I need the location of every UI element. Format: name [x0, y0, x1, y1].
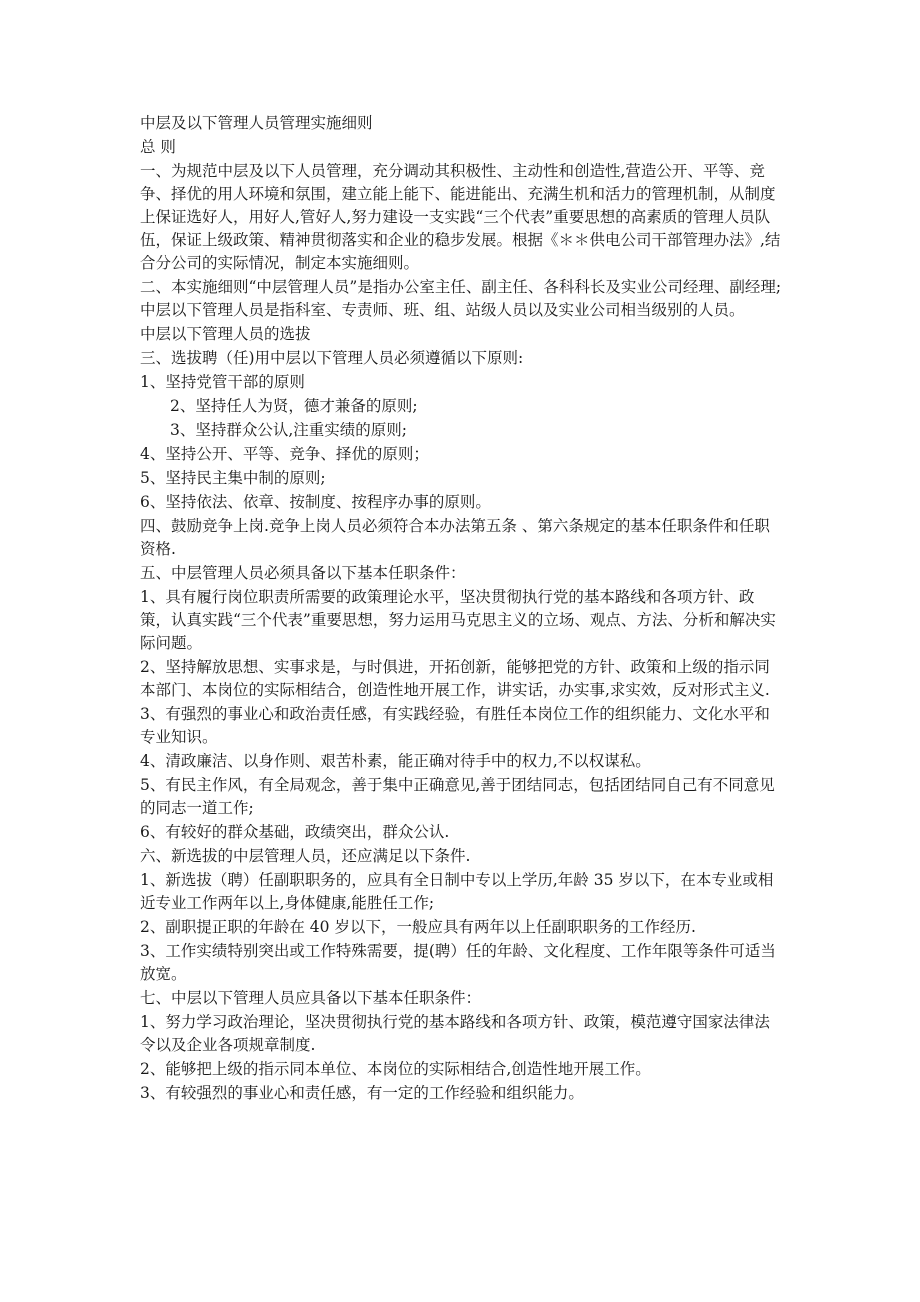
paragraph-3: 三、选拔聘（任)用中层以下管理人员必须遵循以下原则: [140, 349, 524, 367]
list-item: 1、新选拔（聘）任副职职务的，应具有全日制中专以上学历,年龄 35 岁以下，在本专业或相近专业工作两年以上,身体健康,能胜任工作; [140, 871, 774, 912]
list-item: 3、坚持群众公认,注重实绩的原则; [170, 421, 408, 439]
list-item: 1、具有履行岗位职责所需要的政策理论水平，坚决贯彻执行党的基本路线和各项方针、政策，认真实践“三个代表”重要思想，努力运用马克思主义的立场、观点、方法、分析和解决实际问题。 [140, 588, 776, 652]
list-item: 2、能够把上级的指示同本单位、本岗位的实际相结合,创造性地开展工作。 [140, 1060, 651, 1078]
section-heading-selection: 中层以下管理人员的选拔 [140, 325, 311, 343]
paragraph-6: 六、新选拔的中层管理人员，还应满足以下条件. [140, 847, 471, 865]
list-item: 4、清政廉洁、以身作则、艰苦朴素，能正确对待手中的权力,不以权谋私。 [140, 752, 651, 770]
section-heading-general: 总 则 [140, 138, 176, 156]
list-item: 2、坚持任人为贤，德才兼备的原则; [170, 397, 418, 415]
paragraph-1: 一、为规范中层及以下人员管理，充分调动其积极性、主动性和创造性,营造公开、平等、竞争、择优的用人环境和氛围，建立能上能下、能进能出、充满生机和活力的管理机制，从制度上保证选好人，用好人,管好人,努力建设一支实践“三个代表”重要思想的高素质的管理人员队伍，保证上级政策、精神贯彻落实和企业的稳步发展。根据《＊＊供电公司干部管理办法》,结合分公司的实际情况，制定本实施细则。 [140, 162, 781, 272]
list-item: 1、努力学习政治理论，坚决贯彻执行党的基本路线和各项方针、政策，模范遵守国家法律法令以及企业各项规章制度. [140, 1013, 770, 1054]
paragraph-7: 七、中层以下管理人员应具备以下基本任职条件： [140, 989, 482, 1007]
list-item: 3、有强烈的事业心和政治责任感，有实践经验，有胜任本岗位工作的组织能力、文化水平和专业知识。 [140, 705, 770, 746]
paragraph-2: 二、本实施细则“中层管理人员”是指办公室主任、副主任、各科科长及实业公司经理、副经理; 中层以下管理人员是指科室、专责师、班、组、站级人员以及实业公司相当级别的人员。 [140, 278, 782, 319]
list-item: 4、坚持公开、平等、竞争、择优的原则； [140, 445, 429, 463]
list-item: 2、副职提正职的年龄在 40 岁以下，一般应具有两年以上任副职职务的工作经历. [140, 918, 696, 936]
list-item: 5、有民主作风，有全局观念，善于集中正确意见,善于团结同志，包括团结同自己有不同意见的同志一道工作; [140, 776, 775, 817]
document-body [140, 112, 782, 1106]
paragraph-4: 四、鼓励竞争上岗.竞争上岗人员必须符合本办法第五条 、第六条规定的基本任职条件和任职资格. [140, 517, 770, 558]
list-item: 6、坚持依法、依章、按制度、按程序办事的原则。 [140, 493, 491, 511]
document-title: 中层及以下管理人员管理实施细则 [140, 114, 373, 132]
paragraph-5: 五、中层管理人员必须具备以下基本任职条件： [140, 564, 466, 582]
list-item: 2、坚持解放思想、实事求是，与时俱进，开拓创新，能够把党的方针、政策和上级的指示同本部门、本岗位的实际相结合，创造性地开展工作，讲实话，办实事,求实效，反对形式主义. [140, 658, 770, 699]
list-item: 3、有较强烈的事业心和责任感，有一定的工作经验和组织能力。 [140, 1084, 584, 1102]
list-item: 1、坚持党管干部的原则 [140, 373, 305, 391]
list-item: 3、工作实绩特别突出或工作特殊需要，提(聘）任的年龄、文化程度、工作年限等条件可适当放宽。 [140, 942, 776, 983]
list-item: 6、有较好的群众基础，政绩突出，群众公认. [140, 823, 450, 841]
list-item: 5、坚持民主集中制的原则; [140, 469, 326, 487]
